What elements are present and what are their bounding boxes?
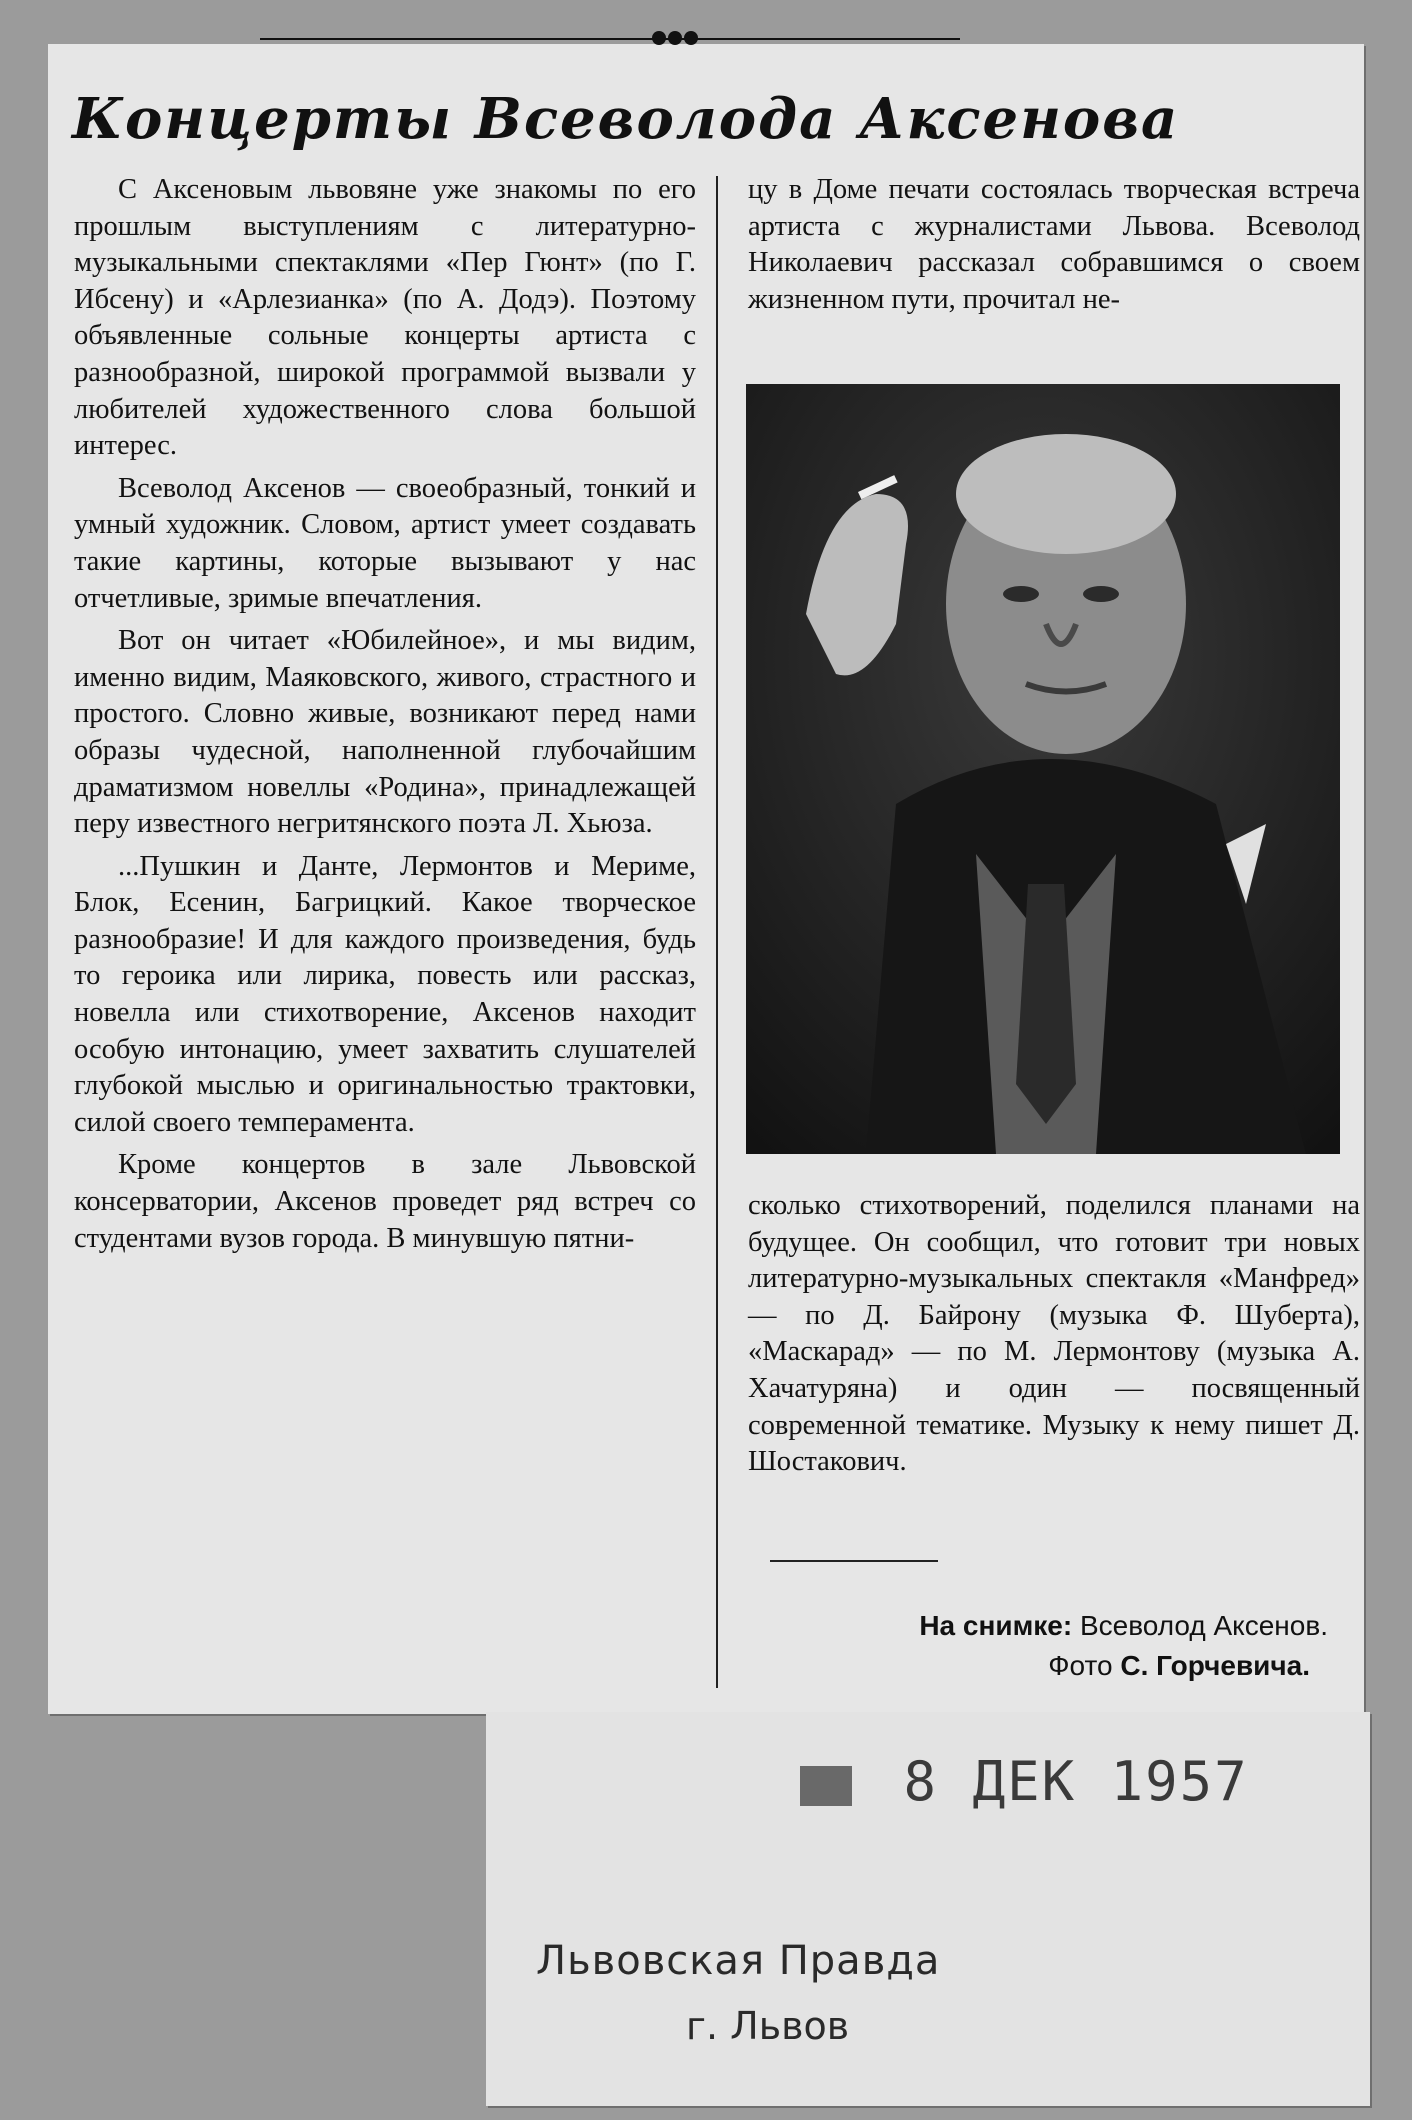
caption-subject: Всеволод Аксенов. [1080, 1610, 1328, 1641]
paragraph: сколько стихотворений, поделился планами на будущее. Он сообщил, что готовит три новых литературно-музыкальных спектакля «Манфред» — по Д. Байрону (музыка Ф. Шуберта), «Маскарад» — по М. Лермонтову (музыка А. Хачатуряна) и один — посвященный современной тематике. Музыку к нему пишет Д. Шостакович. [748, 1190, 1360, 1478]
article-right-column-top [748, 172, 1360, 362]
caption-line-2 [778, 1646, 1338, 1686]
paragraph: С Аксеновым львовяне уже знакомы по его прошлым выступлениям с литературно-музыкальными спектаклями «Пер Гюнт» (по Г. Ибсену) и «Арлезианка» (по А. Додэ). Поэтому объявленные сольные концерты артиста с разнообразной, широкой программой вызвали у любителей художественного слова большой интерес. [74, 174, 696, 462]
caption-line-1 [778, 1606, 1338, 1646]
paragraph: цу в Доме печати состоялась творческая встреча артиста с журналистами Львова. Всеволод Николаевич рассказал собравшимся о своем жизненном пути, прочитал не- [748, 174, 1360, 315]
date-stamp-text: 8 ДЕК 1957 [903, 1750, 1249, 1813]
photo-caption [778, 1606, 1338, 1696]
article-right-column-bottom [748, 1188, 1360, 1568]
ornament-dot [652, 31, 666, 45]
ornament-dot [668, 31, 682, 45]
paragraph: Всеволод Аксенов — своеобразный, тонкий и умный художник. Словом, артист умеет создавать такие картины, которые вызывают у нас отчетливые, зримые впечатления. [74, 472, 696, 614]
article-left-column [74, 172, 696, 1697]
city-stamp: г. Львов [686, 2004, 850, 2048]
caption-photographer: С. Горчевича. [1120, 1650, 1310, 1681]
portrait-photo [746, 384, 1340, 1154]
portrait-illustration [746, 384, 1340, 1154]
paragraph: Вот он читает «Юбилейное», и мы видим, именно видим, Маяковского, живого, страстного и простого. Словно живые, возникают перед нами образы чудесной, наполненной глубочайшим драматизмом новеллы «Родина», принадлежащей перу известного негритянского поэта Л. Хьюза. [74, 625, 696, 840]
article-title: Концерты Всеволода Аксенова [72, 86, 1180, 152]
top-ornament [260, 38, 960, 54]
column-divider [716, 176, 718, 1688]
ornament-dot [684, 31, 698, 45]
caption-photo-label: Фото [1048, 1650, 1113, 1681]
paragraph: ...Пушкин и Данте, Лермонтов и Мериме, Блок, Есенин, Багрицкий. Какое творческое разнообразие! И для каждого произведения, будь то героика или лирика, повесть или рассказ, новелла или стихотворение, Аксенов находит особую интонацию, умеет захватить слушателей глубокой мыслью и оригинальностью трактовки, силой своего темперамента. [74, 850, 696, 1138]
caption-label: На снимке: [919, 1610, 1073, 1641]
newspaper-name-stamp: Львовская Правда [536, 1938, 941, 1984]
date-stamp [800, 1750, 1249, 1820]
paragraph: Кроме концертов в зале Львовской консерватории, Аксенов проведет ряд встреч со студентами вузов города. В минувшую пятни- [74, 1149, 696, 1254]
caption-divider [770, 1560, 938, 1562]
